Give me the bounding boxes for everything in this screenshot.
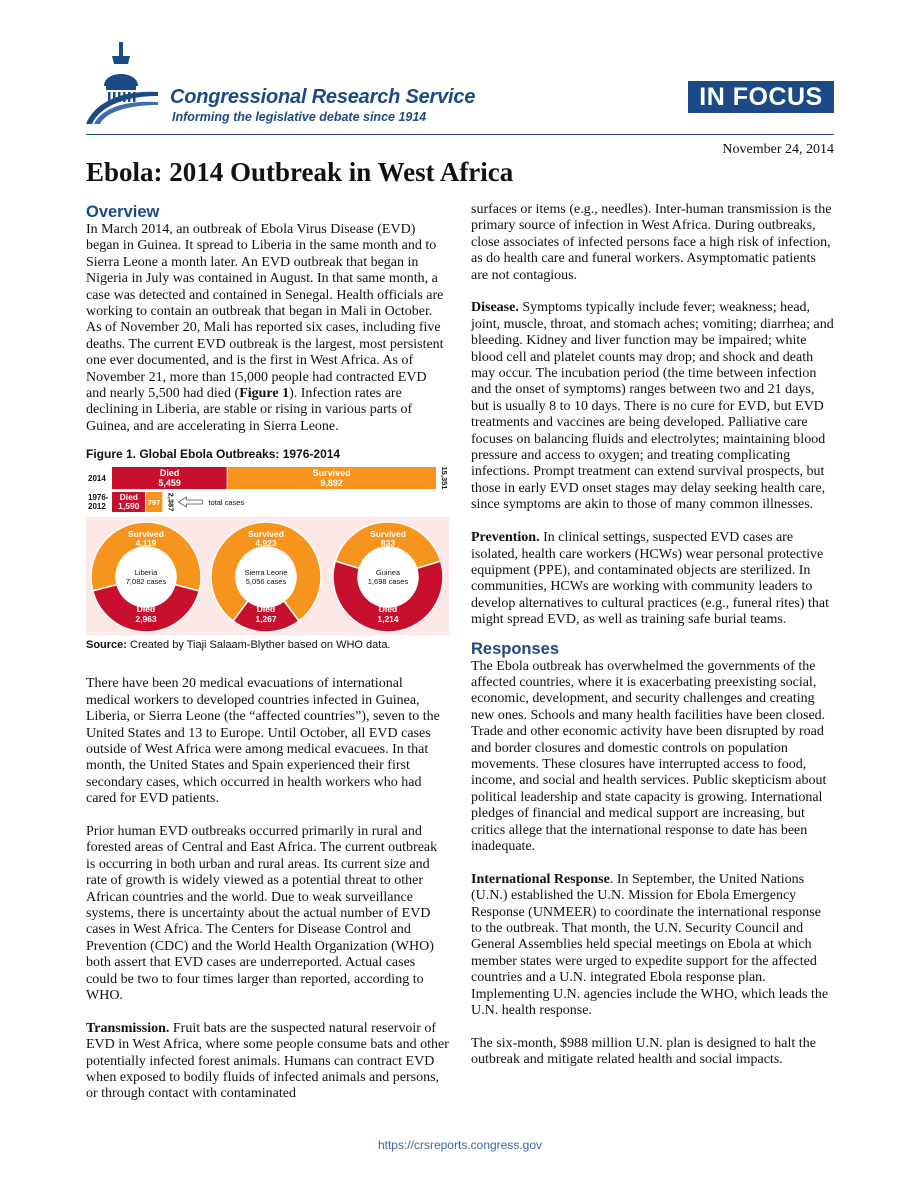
bar-value-died: 1,590: [118, 501, 140, 512]
international-response-paragraph: International Response. In September, the United Nations (U.N.) established the U.N. Mission for Ebola Emergency Response (UNMEER) to coordinate the international response to the outbreak. That month, the U.N. Security Council and General Assemblies held special meetings on Ebola at which member states were urged to expedite support for the affected countries and a U.N. integrated Ebola response plan. Implementing U.N. agencies include the WHO, which leads the U.N. health response.: [471, 871, 829, 1019]
donut-cases-label: 1,698 cases: [367, 577, 409, 587]
page-title: Ebola: 2014 Outbreak in West Africa: [86, 157, 514, 187]
bar-label-survived: Survived: [312, 468, 351, 479]
bar-value-died: 5,459: [158, 478, 181, 489]
un-plan-paragraph: The six-month, $988 million U.N. plan is designed to halt the outbreak and mitigate related health and social impacts.: [471, 1035, 816, 1068]
donut-survived-name: Survived: [128, 529, 164, 540]
right-column: [471, 202, 835, 1085]
donut-survived-name: Survived: [248, 529, 284, 540]
figure-source: Source: Created by Tiaji Salaam-Blyther based on WHO data.: [86, 639, 391, 652]
donut-charts: [86, 517, 449, 635]
donut-survived-name: Survived: [370, 529, 406, 540]
donut-died-value: 1,267: [255, 614, 277, 625]
donut-died-name: Died: [256, 604, 276, 615]
donut-country-label: Liberia: [134, 568, 158, 578]
donut-country-label: Guinea: [375, 568, 401, 578]
overview-paragraph: In March 2014, an outbreak of Ebola Virus Disease (EVD) began in Guinea. It spread to Liberia in the same month and to Sierra Leone a month later. An EVD outbreak that began in Nigeria in July was contained in August. In that same month, a case was detected and contained in Senegal. Health officials are working to contain an outbreak that began in Mali in October. As of November 20, Mali has reported six cases, including five deaths. The current EVD outbreak is the largest, most persistent one ever documented, and is the first in West Africa. As of November 21, more than 15,000 people had contracted EVD and nearly 5,500 had died (Figure 1). Infection rates are declining in Liberia, are stable or rising in various parts of Guinea, and are accelerating in Sierra Leone.: [86, 222, 444, 434]
org-name: Congressional Research Service: [170, 86, 476, 108]
bar-category-label: 1976-: [88, 493, 109, 503]
bar-total-label: 15,351: [440, 466, 449, 490]
arrow-left-icon: [178, 497, 202, 507]
figure-title: Figure 1. Global Ebola Outbreaks: 1976-2014: [86, 447, 341, 462]
publication-date: November 24, 2014: [722, 142, 834, 157]
responses-heading: Responses: [471, 639, 560, 658]
bar-value-survived: 797: [147, 498, 161, 508]
org-tagline: Informing the legislative debate since 1914: [172, 110, 427, 124]
header-rule: [86, 134, 834, 135]
donut-country-label: Sierra Leone: [244, 568, 288, 578]
donut-died-value: 2,963: [135, 614, 157, 625]
donut-cases-label: 7,082 cases: [125, 577, 167, 587]
bar-annotation: total cases: [208, 498, 245, 508]
donut-survived-value: 4,923: [255, 538, 277, 549]
donut-died-value: 1,214: [377, 614, 399, 625]
donut-survived-value: 833: [380, 538, 396, 549]
bar-category-label: 2012: [88, 502, 106, 512]
prevention-paragraph: Prevention. In clinical settings, suspected EVD cases are isolated, health care workers (HCWs) wear personal protective equipment (PPE), and contaminated objects are sterilized. In communities, HCWs are working with community leaders to develop alternatives to cultural practices (e.g., funeral rites) that might spread EVD, as well as training safe burial teams.: [471, 530, 830, 628]
left-column: [86, 202, 449, 1119]
transmission-paragraph: Transmission. Fruit bats are the suspected natural reservoir of EVD in West Africa, where some people consume bats and other potentially infected forest animals. Humans can contract EVD when exposed to bodily fluids of infected animals and persons, or through contact with contaminated: [86, 1020, 449, 1102]
overview-heading: Overview: [86, 203, 160, 221]
footer-url[interactable]: https://crsreports.congress.gov: [377, 1138, 543, 1152]
bar-value-survived: 9,892: [320, 478, 343, 489]
figure-reference: Figure 1: [239, 386, 290, 402]
figure-1: [86, 447, 449, 652]
donut-died-name: Died: [136, 604, 156, 615]
transmission-continued: surfaces or items (e.g., needles). Inter-human transmission is the primary source of infection in West Africa. During outbreaks, close associates of infected persons face a high risk of infection, as do health care and funeral workers. Asymptomatic patients are not contagious.: [471, 202, 832, 283]
bar-label-died: Died: [119, 492, 138, 503]
in-focus-badge: IN FOCUS: [688, 81, 834, 113]
donut-survived-value: 4,119: [135, 538, 157, 549]
bar-category-label: 2014: [88, 474, 106, 484]
prior-outbreaks-paragraph: Prior human EVD outbreaks occurred primarily in rural and forested areas of Central and East Africa. The current outbreak is occurring in both urban and rural areas. Its current size and rate of growth is widely viewed as a potential threat to other African countries and the world. Due to weak surveillance systems, there is uncertainty about the actual number of EVD cases in West Africa. The Centers for Disease Control and Prevention (CDC) and the World Health Organization (WHO) both assert that EVD cases are underreported. Actual cases could be two to four times larger than reported, according to WHO.: [86, 823, 438, 1003]
capitol-dome-icon: [86, 40, 158, 126]
responses-paragraph: The Ebola outbreak has overwhelmed the governments of the affected countries, where it is exacerbating preexisting social, economic, development, and security challenges and creating new ones. Schools and many health facilities have been closed. Trade and other economic activity have been disrupted by road and border closures and domestic controls on population movements. These closures have interrupted access to food, income, and social and health services. Public skepticism about political leadership and state capacity is growing. International pledges of financial and medical support are increasing, but critics allege that the international response to date has been inadequate.: [471, 658, 827, 854]
donut-died-name: Died: [378, 604, 398, 615]
outbreak-chart: [86, 465, 449, 635]
evacuations-paragraph: There have been 20 medical evacuations of international medical workers to developed countries infected in Guinea, Liberia, or Sierra Leone (the “affected countries”), seven to the United States and 13 to Europe. Until October, all EVD cases outside of West Africa were among medical evacuees. In that month, the United States and Spain experienced their first secondary cases, which occurred in health workers who had cared for EVD patients.: [86, 676, 440, 807]
disease-paragraph: Disease. Symptoms typically include fever; weakness; head, joint, muscle, throat, and stomach aches; vomiting; diarrhea; and bleeding. Kidney and liver function may be impaired; white blood cell and platelet counts may drop; and shock and death may occur. The incubation period (the time between infection and the onset of symptoms) ranges between two and 21 days, but is usually 8 to 10 days. There is no cure for EVD, but EVD treatments and vaccines are being developed. Palliative care focuses on balancing fluids and electrolytes; maintaining blood pressure and access to oxygen; and treating complicating infections. Prompt treatment can extend survival prospects, but those in early EVD onset stages may delay seeking health care, since symptoms are akin to those of many common illnesses.: [471, 300, 834, 513]
donut-cases-label: 5,056 cases: [245, 577, 287, 587]
bar-label-died: Died: [159, 468, 180, 479]
stacked-bar-chart: [88, 467, 449, 512]
bar-total-label: 2,387: [166, 492, 176, 512]
